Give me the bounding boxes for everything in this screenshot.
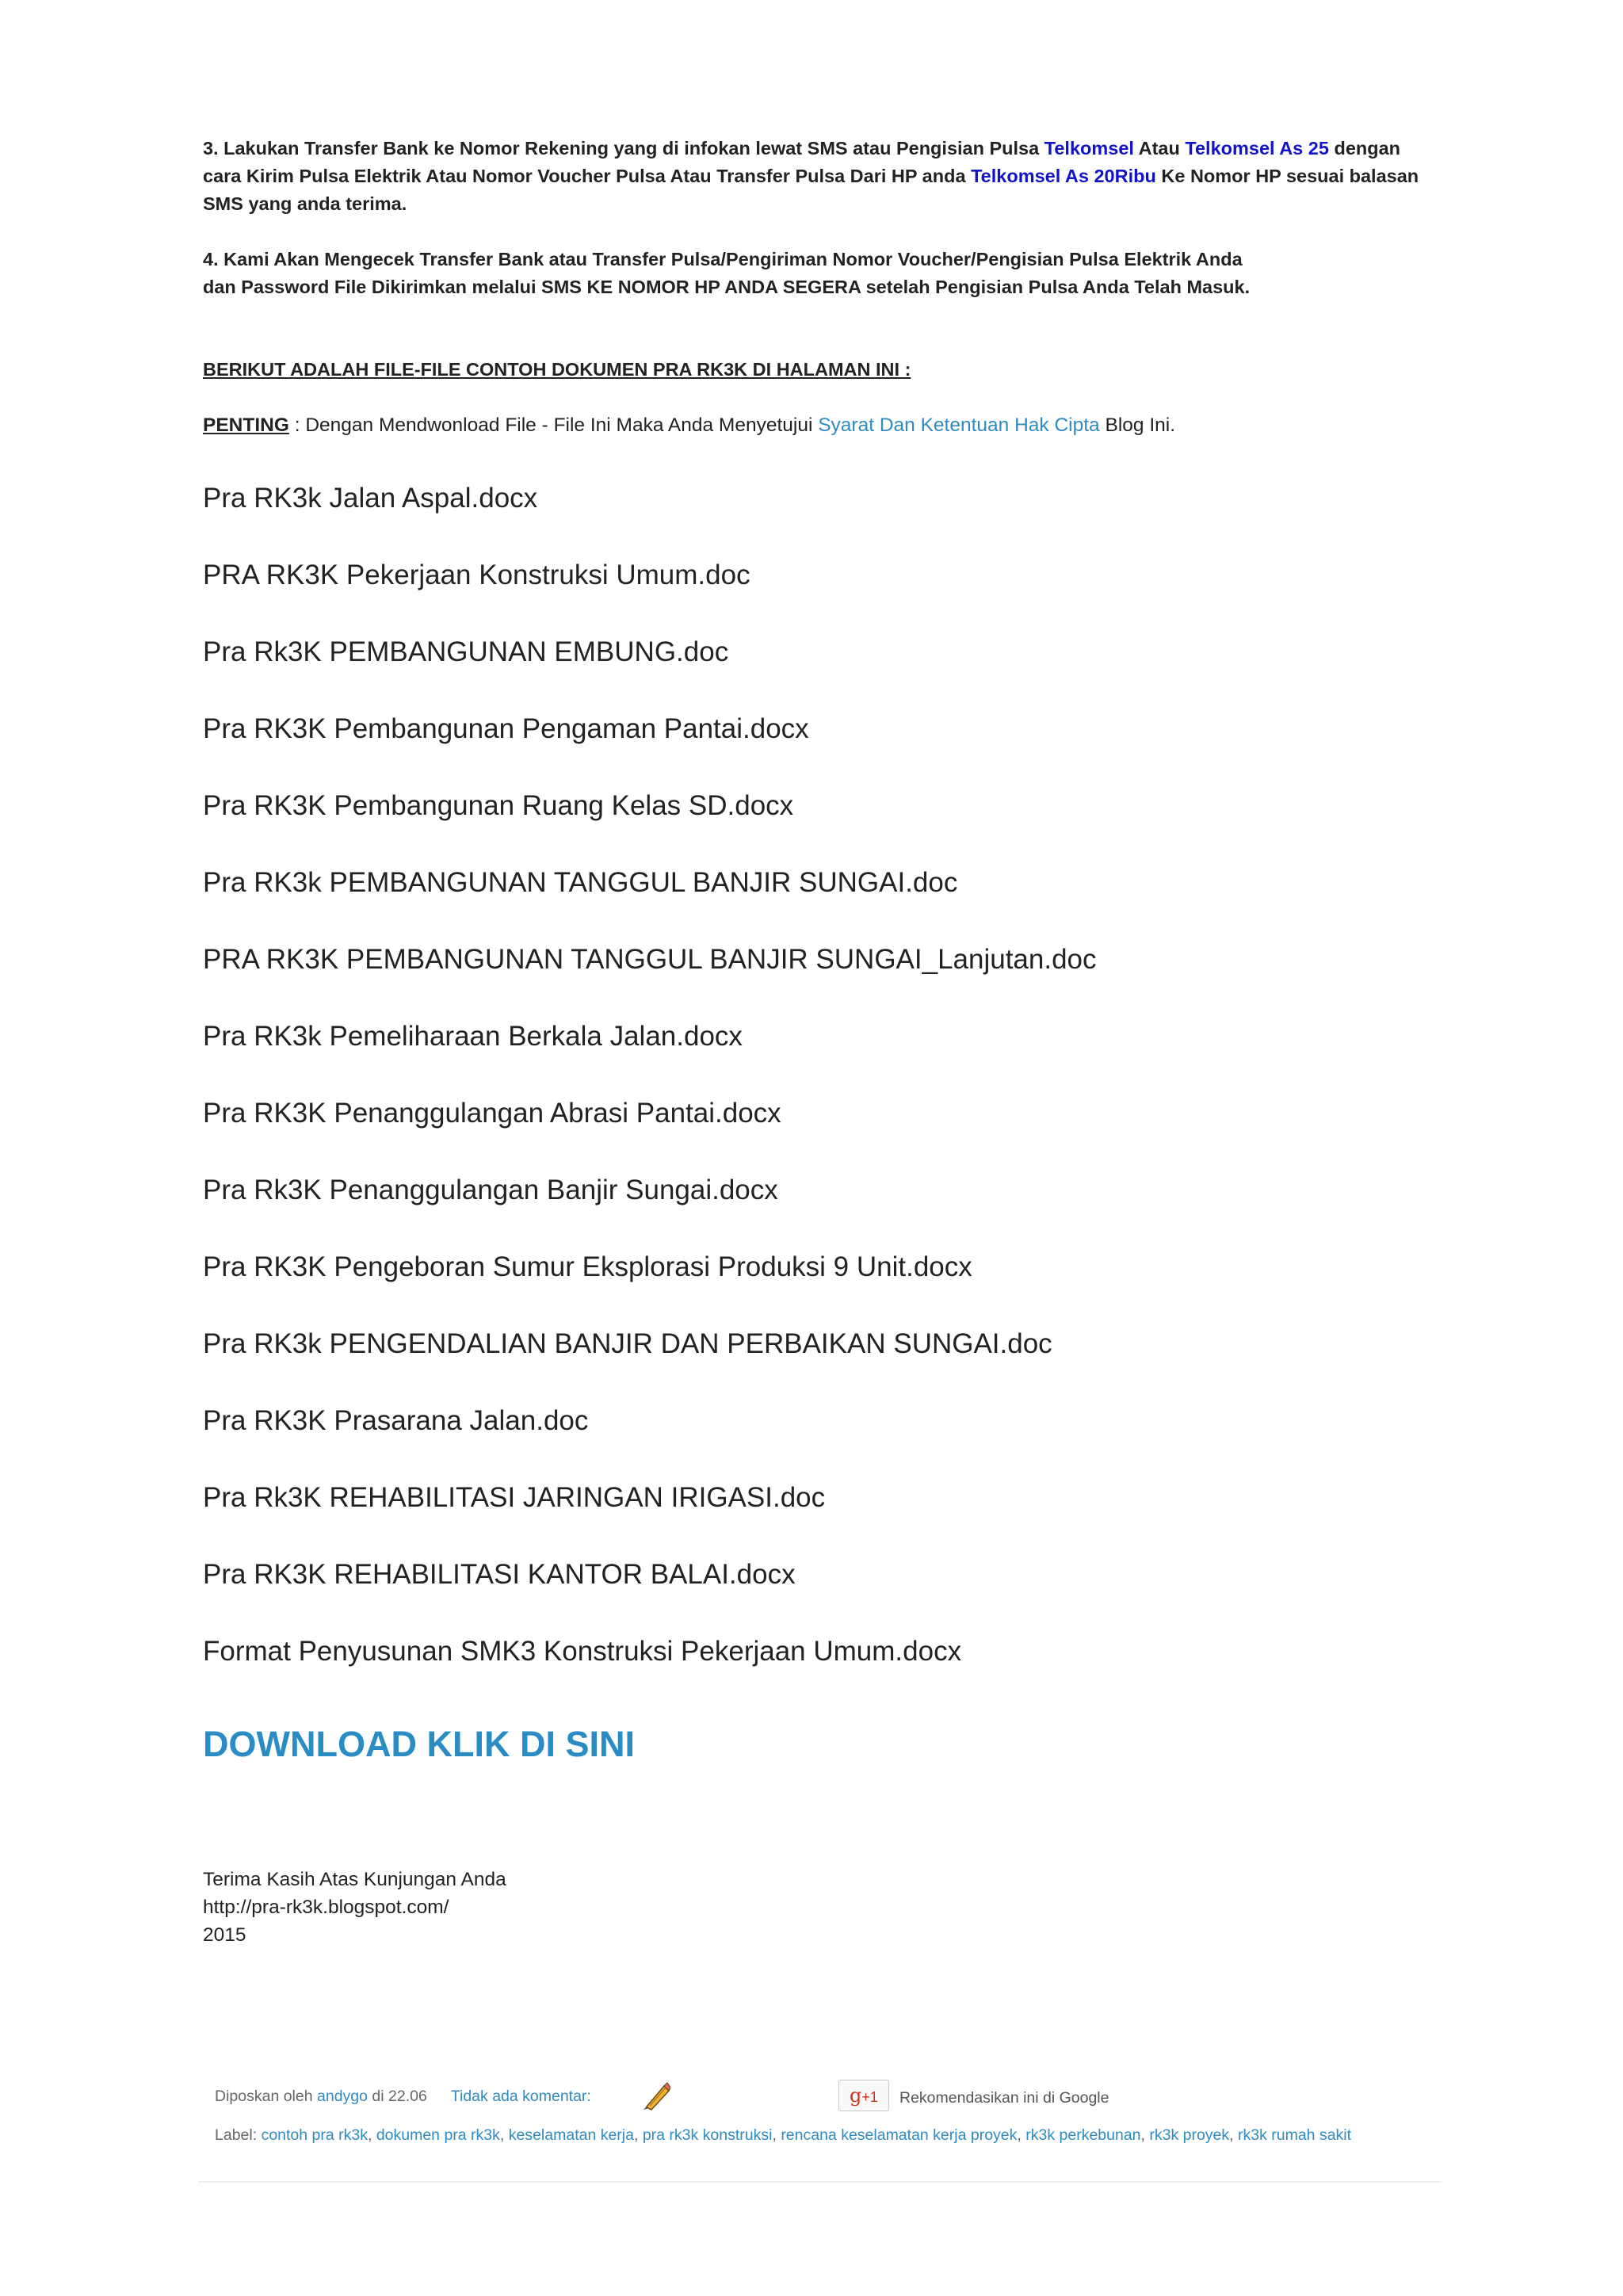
instruction-step-3 (203, 135, 1439, 218)
post-time-link[interactable]: 22.06 (388, 2088, 427, 2105)
label-link[interactable]: keselamatan kerja (508, 2126, 634, 2144)
post-meta (215, 2084, 591, 2108)
label-link[interactable]: rk3k proyek (1149, 2126, 1230, 2144)
label-link[interactable]: pra rk3k konstruksi (642, 2126, 773, 2144)
comments-link[interactable]: Tidak ada komentar: (450, 2088, 591, 2105)
step-3-text-4: Ke Nomor HP sesuai balasan SMS yang anda terima. (203, 166, 1419, 214)
telkomsel-as-20ribu-link[interactable]: Telkomsel As 20Ribu (971, 166, 1156, 186)
label-link[interactable]: rk3k rumah sakit (1238, 2126, 1352, 2144)
label-link[interactable]: rk3k perkebunan (1025, 2126, 1141, 2144)
file-item: Pra RK3k PENGENDALIAN BANJIR DAN PERBAIKAN SUNGAI.doc (203, 1328, 1052, 1359)
post-labels: Label: contoh pra rk3k, dokumen pra rk3k, keselamatan kerja, pra rk3k konstruksi, rencana keselamatan kerja proyek, rk3k perkebunan, rk3k proyek, rk3k rumah sakit (215, 2126, 1352, 2144)
penting-notice (203, 411, 1439, 439)
file-item: Pra Rk3K REHABILITASI JARINGAN IRIGASI.doc (203, 1482, 826, 1513)
file-item: Pra RK3k PEMBANGUNAN TANGGUL BANJIR SUNGAI.doc (203, 867, 958, 898)
file-item: Format Penyusunan SMK3 Konstruksi Pekerjaan Umum.docx (203, 1636, 962, 1667)
file-item: PRA RK3K PEMBANGUNAN TANGGUL BANJIR SUNGAI_Lanjutan.doc (203, 944, 1097, 975)
step-3-text-3: dengan cara Kirim Pulsa Elektrik Atau Nomor Voucher Pulsa Atau Transfer Pulsa Dari HP anda (203, 138, 1401, 186)
gplus-plus-one: +1 (861, 2089, 878, 2105)
label-link[interactable]: contoh pra rk3k (261, 2126, 368, 2144)
recommend-google-text: Rekomendasikan ini di Google (899, 2089, 1109, 2107)
file-item: Pra RK3k Jalan Aspal.docx (203, 483, 538, 514)
file-item: Pra Rk3K PEMBANGUNAN EMBUNG.doc (203, 636, 729, 667)
file-item: Pra RK3K Prasarana Jalan.doc (203, 1405, 589, 1436)
year: 2015 (203, 1924, 246, 1946)
at-label: di (367, 2088, 388, 2105)
step-4-line-1: 4. Kami Akan Mengecek Transfer Bank atau Transfer Pulsa/Pengiriman Nomor Voucher/Pengisian Pulsa Elektrik Anda (203, 249, 1243, 269)
thanks-block (203, 1866, 1439, 1949)
post-body (203, 135, 1439, 1949)
file-item: Pra Rk3K Penanggulangan Banjir Sungai.docx (203, 1175, 778, 1205)
files-heading: BERIKUT ADALAH FILE-FILE CONTOH DOKUMEN PRA RK3K DI HALAMAN INI : (203, 359, 911, 380)
step-3-text-2: Atau (1133, 138, 1186, 159)
file-item: PRA RK3K Pekerjaan Konstruksi Umum.doc (203, 560, 750, 590)
label-link[interactable]: rencana keselamatan kerja proyek (781, 2126, 1018, 2144)
google-plus-icon[interactable] (838, 2080, 889, 2111)
telkomsel-link[interactable]: Telkomsel (1044, 138, 1134, 159)
file-item: Pra RK3K REHABILITASI KANTOR BALAI.docx (203, 1559, 796, 1590)
penting-text: : Dengan Mendwonload File - File Ini Maka Anda Menyetujui (288, 415, 819, 436)
step-4-line-2: dan Password File Dikirimkan melalui SMS KE NOMOR HP ANDA SEGERA setelah Pengisian Pulsa Anda Telah Masuk. (203, 277, 1251, 297)
telkomsel-as-25-link[interactable]: Telkomsel As 25 (1185, 138, 1329, 159)
penting-label: PENTING (203, 415, 289, 436)
copyright-terms-link[interactable]: Syarat Dan Ketentuan Hak Cipta (818, 415, 1100, 436)
label-link[interactable]: dokumen pra rk3k (376, 2126, 500, 2144)
file-item: Pra RK3K Pembangunan Ruang Kelas SD.docx (203, 790, 794, 821)
penting-text-after: Blog Ini. (1099, 415, 1176, 436)
file-item: Pra RK3K Pembangunan Pengaman Pantai.docx (203, 713, 809, 744)
author-link[interactable]: andygo (317, 2088, 368, 2105)
pencil-icon[interactable] (640, 2080, 670, 2111)
step-3-text: 3. Lakukan Transfer Bank ke Nomor Rekening yang di infokan lewat SMS atau Pengisian Pulsa (203, 138, 1044, 159)
file-item: Pra RK3K Pengeboran Sumur Eksplorasi Produksi 9 Unit.docx (203, 1251, 972, 1282)
file-item: Pra RK3K Penanggulangan Abrasi Pantai.docx (203, 1098, 781, 1129)
post-footer (198, 2061, 1442, 2183)
instruction-step-4 (203, 246, 1439, 301)
file-list (203, 483, 1439, 1713)
gplus-g: g (850, 2084, 862, 2107)
blog-url: http://pra-rk3k.blogspot.com/ (203, 1897, 449, 1918)
file-item: Pra RK3k Pemeliharaan Berkala Jalan.docx (203, 1021, 743, 1052)
thanks-line: Terima Kasih Atas Kunjungan Anda (203, 1869, 506, 1890)
labels-prefix: Label: (215, 2126, 262, 2144)
posted-by-label: Diposkan oleh (215, 2088, 317, 2105)
download-link[interactable]: DOWNLOAD KLIK DI SINI (203, 1724, 635, 1764)
